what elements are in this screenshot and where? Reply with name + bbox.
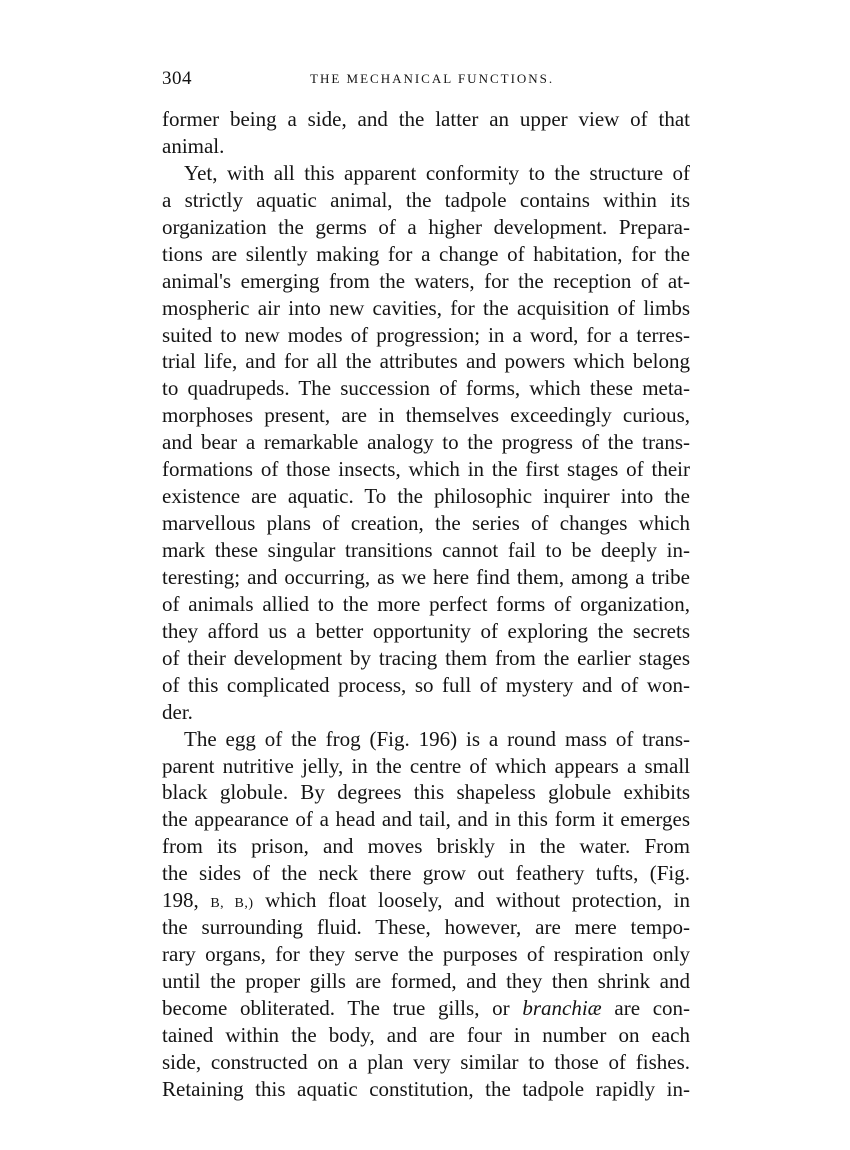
text-line: tions are silently making for a change of habitation, for the	[162, 241, 690, 266]
page-number: 304	[162, 68, 192, 89]
text-line: organization the germs of a higher development. Prepara-	[162, 214, 690, 239]
text-line: a strictly aquatic animal, the tadpole contains within its	[162, 187, 690, 212]
text-line: tained within the body, and are four in number on each	[162, 1022, 690, 1047]
text-line: the appearance of a head and tail, and in this form it emerges	[162, 807, 690, 832]
paragraph-2	[162, 160, 690, 726]
text-line: until the proper gills are formed, and they then shrink and	[162, 969, 690, 993]
text-line: of animals allied to the more perfect forms of organization,	[162, 591, 690, 616]
paragraph-3	[162, 726, 690, 1103]
italic-term: branchiæ	[522, 995, 602, 1020]
text-line: formations of those insects, which in the first stages of their	[162, 457, 690, 482]
text-line: suited to new modes of progression; in a word, for a terres-	[162, 322, 690, 347]
text-line: mark these singular transitions cannot fail to be deeply in-	[162, 538, 690, 562]
text-line: parent nutritive jelly, in the centre of which appears a small	[162, 753, 690, 778]
text-segment: 198,	[162, 888, 211, 913]
figure-reference: B, B,)	[210, 896, 254, 912]
text-line: black globule. By degrees this shapeless globule exhibits	[162, 780, 690, 805]
text-line: former being a side, and the latter an upper view of that	[162, 107, 690, 131]
text-line: Retaining this aquatic constitution, the tadpole rapidly in-	[162, 1076, 690, 1101]
text-line: existence are aquatic. To the philosophic inquirer into the	[162, 484, 690, 509]
text-segment: are con-	[614, 995, 691, 1020]
text-line: of this complicated process, so full of mystery and of won-	[162, 672, 690, 697]
text-line: and bear a remarkable analogy to the progress of the trans-	[162, 430, 690, 455]
text-line: marvellous plans of creation, the series of changes which	[162, 511, 690, 536]
text-line: rary organs, for they serve the purposes of respiration only	[162, 942, 690, 967]
text-line: trial life, and for all the attributes and powers which belong	[162, 349, 690, 374]
text-line	[162, 995, 690, 1022]
text-line: side, constructed on a plan very similar to those of fishes.	[162, 1049, 690, 1074]
text-line: Yet, with all this apparent conformity to the structure of	[184, 160, 690, 185]
text-line: morphoses present, are in themselves exceedingly curious,	[162, 403, 690, 428]
text-line: from its prison, and moves briskly in the water. From	[162, 834, 690, 859]
body-text	[162, 106, 690, 1103]
text-line: the surrounding fluid. These, however, are mere tempo-	[162, 915, 690, 940]
paragraph-1	[162, 106, 690, 160]
text-line: the sides of the neck there grow out feathery tufts, (Fig.	[162, 861, 690, 886]
text-line: The egg of the frog (Fig. 196) is a round mass of trans-	[184, 726, 690, 751]
text-line: to quadrupeds. The succession of forms, which these meta-	[162, 376, 690, 401]
text-line: animal's emerging from the waters, for the reception of at-	[162, 268, 690, 293]
page-header	[162, 68, 690, 92]
text-line: animal.	[162, 133, 225, 158]
text-line	[162, 887, 690, 914]
text-segment: which float loosely, and without protection, in	[265, 888, 691, 913]
text-line: they afford us a better opportunity of exploring the secrets	[162, 618, 690, 643]
running-head: THE MECHANICAL FUNCTIONS.	[310, 71, 555, 86]
text-line: mospheric air into new cavities, for the acquisition of limbs	[162, 295, 690, 320]
text-line: teresting; and occurring, as we here find them, among a tribe	[162, 564, 690, 589]
text-line: of their development by tracing them from the earlier stages	[162, 645, 690, 670]
text-segment: become obliterated. The true gills, or	[162, 995, 523, 1020]
text-line: der.	[162, 699, 193, 724]
